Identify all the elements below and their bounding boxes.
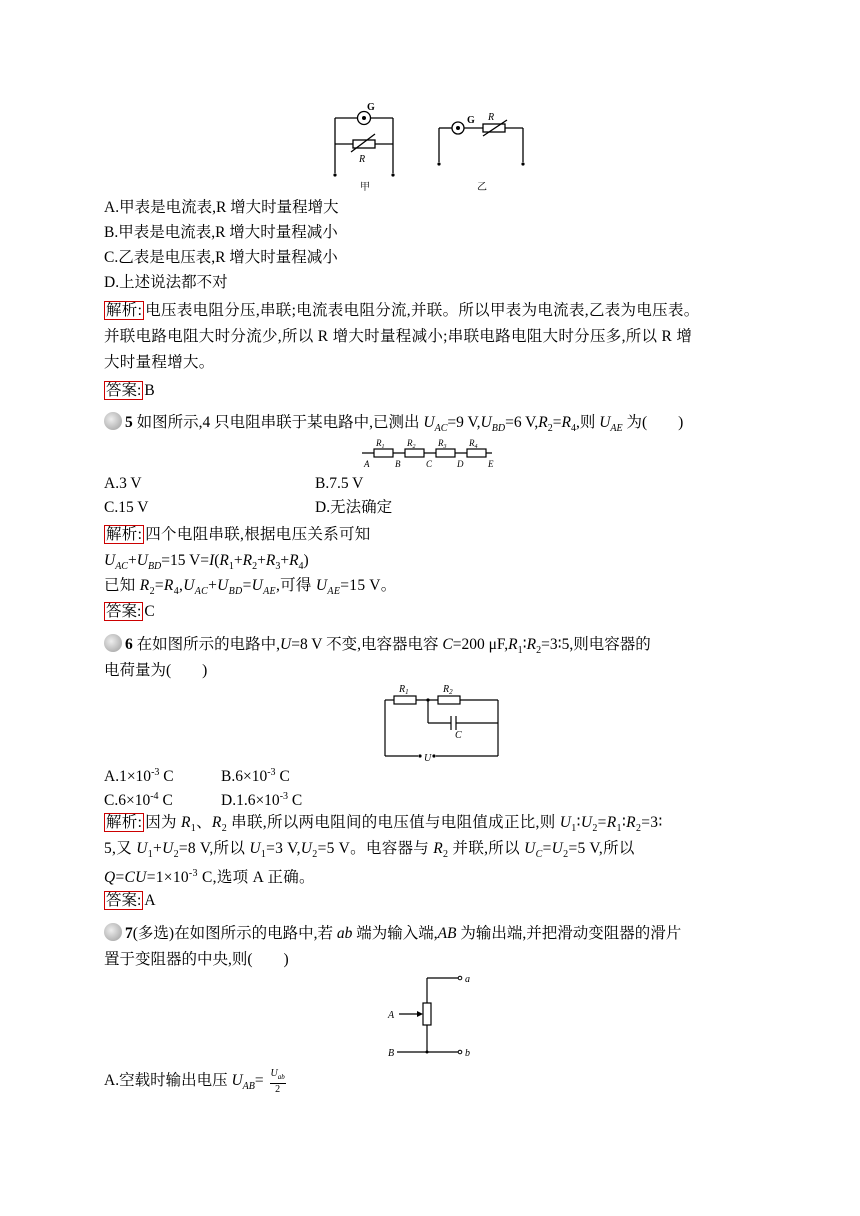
q5-point-e: E xyxy=(488,459,494,469)
q5-point-d: D xyxy=(457,459,464,469)
q4-option-b: B.甲表是电流表,R 增大时量程减小 xyxy=(104,224,338,241)
q6-option-b: $B.6\times 10^{-3}$ C xyxy=(221,767,290,786)
q4-analysis-line-1: 解析: 电压表电阻分压,串联;电流表电阻分流,并联。所以甲表为电流表,乙表为电压表。 xyxy=(106,302,700,319)
q4-analysis-line-3: 大时量程增大。 xyxy=(104,354,215,371)
galvanometer-label-jia: G xyxy=(367,102,375,113)
q5-answer: 答案: C xyxy=(106,603,155,620)
diagram-label-yi: 乙 xyxy=(477,182,487,192)
q6-stem-line-2: 电荷量为( ) xyxy=(104,662,208,679)
q6-label-r1: $R_1$ xyxy=(399,684,409,696)
galvanometer-label-yi: G xyxy=(467,115,475,126)
q6-analysis-line-1: 解析: 因为 $R_1$、$R_2$ 串联,所以两电阻间的电压值与电阻值成正比,则 $U_1∶U_2=R_1∶R_2=3∶$ xyxy=(106,814,663,835)
q6-analysis-line-2: 5,又 $U_1+U_2=8$ V,所以 $U_1=3$ $V,U_2=5$ V。电容器与 $R_2$ 并联,所以 $U_C=U_2=5$ V,所以 xyxy=(104,840,635,861)
analysis-tag: 解析: xyxy=(106,526,143,543)
q5-label-r2: $R_2$ xyxy=(407,438,416,450)
q6-stem-line-1: 6 在如图所示的电路中,U=8 V 不变,电容器电容 C=200 $\mu F,R_1∶R_2=3∶5$,则电容器的 xyxy=(104,634,651,662)
q5-option-b: B.7.5 V xyxy=(315,475,364,492)
diagram-label-jia: 甲 xyxy=(360,182,370,192)
q5-label-r1: $R_1$ xyxy=(376,438,385,450)
question-bullet-icon xyxy=(104,923,122,941)
q6-option-c: $C.6\times 10^{-4}$ C xyxy=(104,791,173,810)
q5-label-r4: $R_4$ xyxy=(469,438,478,450)
q5-stem: 5 如图所示,4 只电阻串联于某电路中,已测出 $U_{AC}=9$ $V,U_{BD}=6$ $V,R_2=R_4$,则 $U_{AE}$ 为( ) xyxy=(104,412,683,440)
analysis-tag: 解析: xyxy=(106,814,143,831)
diagram-yi xyxy=(439,120,523,162)
q7-stem-line-2: 置于变阻器的中央,则( ) xyxy=(104,951,289,968)
q7-label-a-lower: a xyxy=(465,974,470,985)
fraction-numerator: $U_{ab}$ xyxy=(270,1068,286,1084)
analysis-tag: 解析: xyxy=(106,302,143,319)
q4-option-d: D.上述说法都不对 xyxy=(104,274,228,291)
q6-option-d: $D.1.6\times 10^{-3}$ C xyxy=(221,791,303,810)
q5-point-c: C xyxy=(426,459,433,469)
q5-point-a: A xyxy=(364,459,370,469)
q7-stem-line-1: 7(多选)在如图所示的电路中,若 ab 端为输入端,AB 为输出端,并把滑动变阻器的滑片 xyxy=(104,923,681,945)
q5-point-b: B xyxy=(395,459,401,469)
q5-option-d: D.无法确定 xyxy=(315,499,393,516)
q5-analysis-line-2: $U_{AC}+U_{BD}=15$ $V=I(R_1+R_2+R_3+R_4)$ xyxy=(104,552,309,573)
q4-analysis-line-2: 并联电路电阻大时分流少,所以 R 增大时量程减小;串联电路电阻大时分压多,所以 R 增 xyxy=(104,328,693,345)
answer-tag: 答案: xyxy=(106,603,142,620)
answer-tag: 答案: xyxy=(106,382,142,399)
q5-label-r3: $R_3$ xyxy=(438,438,447,450)
q4-answer: 答案: B xyxy=(106,382,155,399)
q7-label-a-upper: A xyxy=(388,1010,395,1021)
fraction xyxy=(270,1068,286,1095)
fraction-denominator: 2 xyxy=(275,1084,281,1095)
resistor-label-jia: R xyxy=(359,154,366,165)
meter-circuit-diagrams xyxy=(325,100,535,192)
q7-label-b-upper: B xyxy=(388,1048,395,1059)
q4-option-c: C.乙表是电压表,R 增大时量程减小 xyxy=(104,249,338,266)
q6-label-u: U xyxy=(424,753,432,764)
q7-option-a: A.空载时输出电压 $U_{AB}=$ $U_{ab}$ 2 xyxy=(104,1068,285,1095)
q4-option-a: A.甲表是电流表,R 增大时量程增大 xyxy=(104,199,339,216)
q6-option-a: $A.1\times 10^{-3}$ C xyxy=(104,767,174,786)
q7-label-b-lower: b xyxy=(465,1048,470,1059)
q6-capacitor-circuit-diagram xyxy=(380,682,505,764)
q5-analysis-line-1: 解析: 四个电阻串联,根据电压关系可知 xyxy=(106,526,371,543)
q6-label-c: C xyxy=(455,730,462,741)
q6-answer: 答案: A xyxy=(106,892,156,909)
q6-label-r2: $R_2$ xyxy=(443,684,453,696)
q5-series-resistor-diagram xyxy=(358,436,503,472)
q7-rheostat-divider-diagram xyxy=(385,968,480,1062)
question-bullet-icon xyxy=(104,412,122,430)
question-bullet-icon xyxy=(104,634,122,652)
q6-analysis-line-3: $Q=CU=1\times 10^{-3}$ C,选项 A 正确。 xyxy=(104,868,315,887)
q5-option-a: A.3 V xyxy=(104,475,142,492)
q5-analysis-line-3: 已知 $R_2=R_4,U_{AC}+U_{BD}=U_{AE}$,可得 $U_{AE}=15$ V。 xyxy=(104,577,397,598)
q5-option-c: C.15 V xyxy=(104,499,149,516)
answer-tag: 答案: xyxy=(106,892,142,909)
resistor-label-yi: R xyxy=(488,112,495,123)
